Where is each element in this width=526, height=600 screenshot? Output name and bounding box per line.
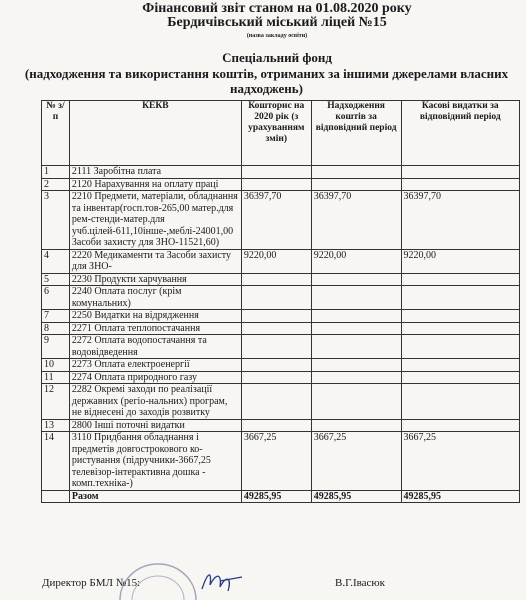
total-number-cell [42,490,70,503]
row-income [311,166,401,179]
row-plan: 3667,25 [241,432,311,491]
row-kekv: 2282 Окремі заходи по реалізації державних (регіо-нальних) програм, не віднесені до заходів розвитку [69,384,241,420]
row-number: 7 [42,310,70,323]
table-row [42,384,520,420]
row-income: 3667,25 [311,432,401,491]
row-spend: 3667,25 [401,432,520,491]
table-row [42,310,520,323]
school-name: Бердичівський міський ліцей №15 [167,15,387,30]
row-spend [401,419,520,432]
row-income [311,371,401,384]
row-kekv: 2120 Нарахування на оплату праці [69,178,241,191]
row-plan [241,384,311,420]
row-income [311,178,401,191]
row-kekv: 3110 Придбання обладнання і предметів довгострокового ко-ристування (підручники-3667,25 телевізор-інтерактивна дошка - комп.техніка-) [69,432,241,491]
row-spend [401,166,520,179]
row-plan [241,310,311,323]
col-header-spend: Касові видатки за відповідний період [401,101,520,166]
table-row [42,432,520,491]
row-income [311,286,401,310]
row-spend [401,359,520,372]
row-plan: 36397,70 [241,191,311,250]
fund-title: Спеціальний фонд [222,50,332,65]
table-header-row [42,101,520,166]
table-row [42,166,520,179]
row-kekv: 2250 Видатки на відрядження [69,310,241,323]
row-spend [401,310,520,323]
director-label: Директор БМЛ №15: [42,577,141,589]
row-income [311,359,401,372]
fund-subtitle: (надходження та використання коштів, отриманих за іншими джерелами власних надходжень) [24,66,509,96]
row-kekv: 2240 Оплата послуг (крім комунальних) [69,286,241,310]
row-income [311,384,401,420]
row-kekv: 2210 Предмети, матеріали, обладнання та інвентар(госп.тов-265,00 матер.для рем-стенди-матер.для учб.цілей-611,10інше-,меблі-24001,00 Засоби захисту для ЗНО-11521,60) [69,191,241,250]
row-kekv: 2220 Медикаменти та Засоби захисту для ЗНО- [69,249,241,273]
total-row [42,490,520,503]
row-number: 13 [42,419,70,432]
row-plan [241,166,311,179]
col-header-plan: Кошторис на 2020 рік (з урахуванням змін) [241,101,311,166]
row-income [311,273,401,286]
row-kekv: 2274 Оплата природного газу [69,371,241,384]
table-row [42,322,520,335]
row-spend: 36397,70 [401,191,520,250]
row-income [311,310,401,323]
row-plan [241,178,311,191]
table-row [42,286,520,310]
row-kekv: 2271 Оплата теплопостачання [69,322,241,335]
row-number: 11 [42,371,70,384]
row-plan [241,322,311,335]
table-row [42,371,520,384]
table-row [42,178,520,191]
row-income: 36397,70 [311,191,401,250]
row-income [311,322,401,335]
row-kekv: 2230 Продукти харчування [69,273,241,286]
row-spend: 9220,00 [401,249,520,273]
total-plan: 49285,95 [241,490,311,503]
row-plan [241,335,311,359]
row-income: 9220,00 [311,249,401,273]
row-income [311,419,401,432]
table-row [42,273,520,286]
table-row [42,249,520,273]
row-plan [241,286,311,310]
total-spend: 49285,95 [401,490,520,503]
row-number: 3 [42,191,70,250]
table-row [42,419,520,432]
signature-image [198,567,246,597]
row-number: 14 [42,432,70,491]
row-number: 2 [42,178,70,191]
row-spend [401,286,520,310]
row-number: 5 [42,273,70,286]
row-number: 10 [42,359,70,372]
row-number: 4 [42,249,70,273]
row-spend [401,178,520,191]
row-kekv: 2800 Інші поточні видатки [69,419,241,432]
col-header-income: Надходження коштів за відповідний період [311,101,401,166]
school-name-caption: (назва закладу освіти) [246,33,308,39]
row-spend [401,322,520,335]
row-plan [241,371,311,384]
row-kekv: 2111 Заробітна плата [69,166,241,179]
row-plan: 9220,00 [241,249,311,273]
row-spend [401,273,520,286]
col-header-kekv: КЕКВ [69,101,241,166]
row-number: 6 [42,286,70,310]
table-row [42,359,520,372]
director-name: В.Г.Івасюк [335,577,385,589]
row-kekv: 2272 Оплата водопостачання та водовідведення [69,335,241,359]
row-spend [401,384,520,420]
table-row [42,191,520,250]
table-row [42,335,520,359]
row-number: 12 [42,384,70,420]
finance-table [41,100,520,503]
row-number: 1 [42,166,70,179]
row-plan [241,359,311,372]
col-header-number: № з/п [42,101,70,166]
total-income: 49285,95 [311,490,401,503]
row-number: 9 [42,335,70,359]
total-label: Разом [69,490,241,503]
row-spend [401,335,520,359]
report-title: Фінансовий звіт станом на 01.08.2020 року [142,1,412,16]
row-plan [241,273,311,286]
row-income [311,335,401,359]
row-plan [241,419,311,432]
row-kekv: 2273 Оплата електроенергії [69,359,241,372]
row-number: 8 [42,322,70,335]
row-spend [401,371,520,384]
